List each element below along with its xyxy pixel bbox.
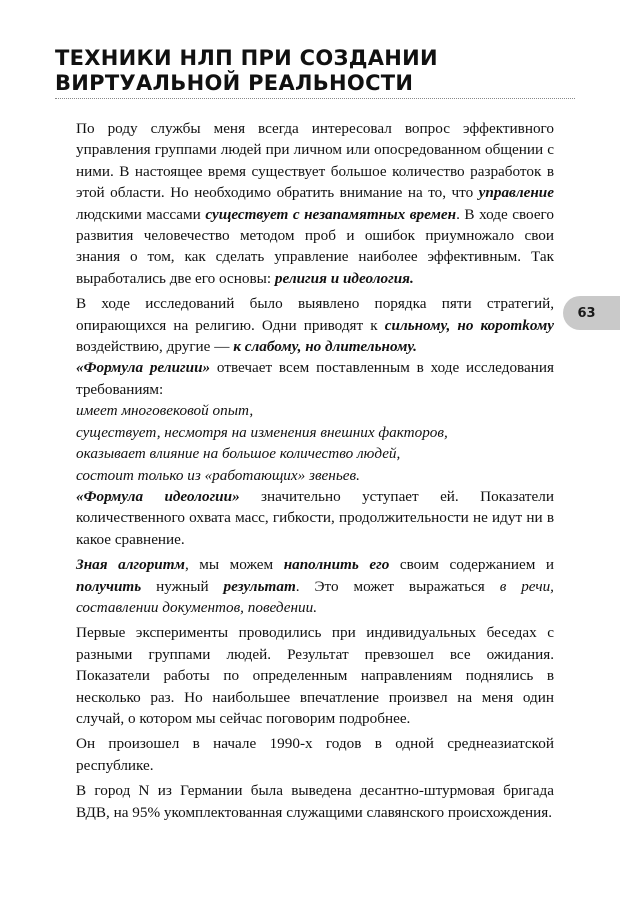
paragraph: «Формула идеологии» значительно уступает ей. Показатели количественного охвата масс, гибкости, продолжительности не идут ни в какое сравнение. xyxy=(76,487,554,548)
page-title xyxy=(55,46,545,96)
title-line-2: ВИРТУАЛЬНОЙ РЕАЛЬНОСТИ xyxy=(55,71,414,95)
paragraph: «Формула религии» отвечает всем поставленным в ходе исследования требованиям: xyxy=(76,359,554,398)
body-text xyxy=(76,118,554,823)
paragraph: В ходе исследований было выявлено порядка пяти стратегий, опирающихся на религию. Одни приводят к сильному, но коротkому воздействию, другие — к слабому, но длительному. xyxy=(76,295,554,356)
paragraph: В город N из Германии была выведена десантно-штурмовая бригада ВДВ, на 95% укомплектованная служащими славянского происхождения. xyxy=(76,782,554,821)
paragraph: Он произошел в начале 1990-х годов в одной среднеазиатской республике. xyxy=(76,735,554,774)
title-line-1: ТЕХНИКИ НЛП ПРИ СОЗДАНИИ xyxy=(55,46,438,70)
list-item: имеет многовековой опыт, xyxy=(76,402,254,420)
title-divider xyxy=(55,98,575,99)
paragraph: По роду службы меня всегда интересовал вопрос эффективного управления группами людей при личном или опосредованном общении с ними. В настоящее время существует большое количество разработок в этой области. Но необходимо обратить внимание на то, что управление людскими массами существует с незапамятных времен. В ходе своего развития человечество методом проб и ошибок приумножало свои знания о том, как сделать управление наиболее эффективным. Так выработались две его основы: религия и идеология. xyxy=(76,120,555,287)
paragraph: Первые эксперименты проводились при индивидуальных беседах с разными группами людей. Результат превзошел все ожидания. Показатели работы по определенным направлениям поднялись в несколько раз. Но наибольшее впечатление произвел на меня один случай, о котором мы сейчас поговорим подробнее. xyxy=(76,624,554,727)
list-item: существует, несмотря на изменения внешних факторов, xyxy=(76,423,448,441)
page-number-tab xyxy=(563,296,620,330)
paragraph: Зная алгоритм, мы можем наполнить его своим содержанием и получить нужный результат. Это может выражаться в речи, составлении документов, поведении. xyxy=(76,556,554,616)
page-number: 63 xyxy=(577,305,596,321)
list-item: состоит только из «работающих» звеньев. xyxy=(76,466,360,484)
list-item: оказывает влияние на большое количество людей, xyxy=(76,445,401,463)
